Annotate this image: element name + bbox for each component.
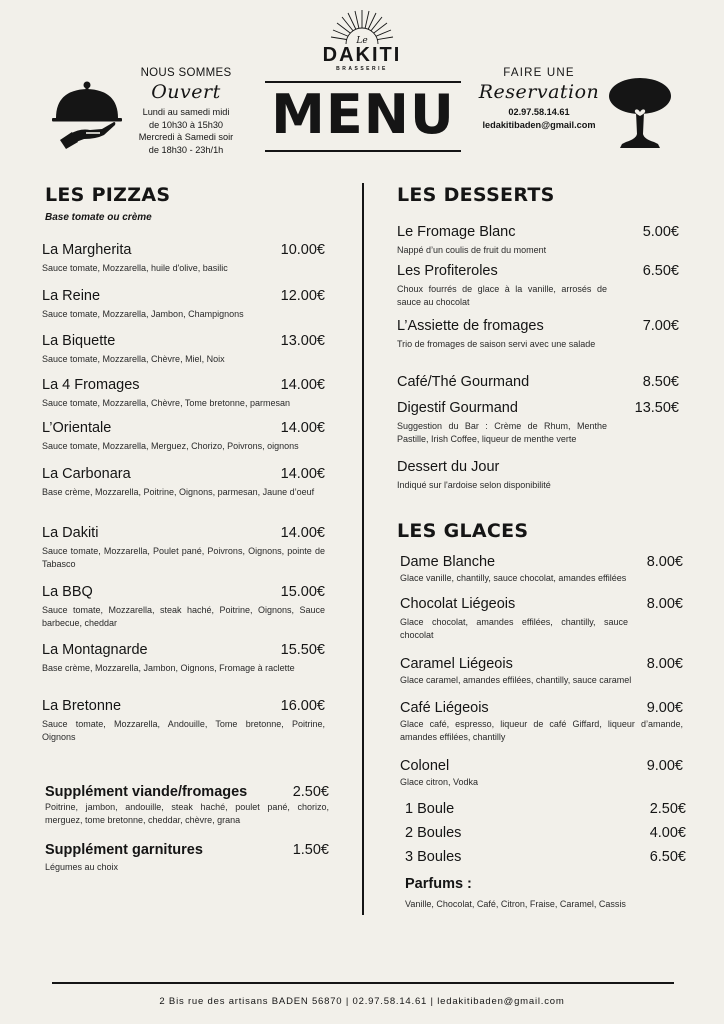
item-name: Café Liégeois (400, 700, 489, 716)
item-description: Nappé d’un coulis de fruit du moment (397, 245, 547, 255)
item-description: Légumes au choix (45, 862, 119, 872)
scoop-price-row (405, 825, 686, 841)
item-name: La Bretonne (42, 698, 122, 714)
item-name: Café/Thé Gourmand (397, 374, 530, 390)
item-description: Glace vanille, chantilly, sauce chocolat, amandes effilées (400, 573, 627, 583)
brand-name: DAKITI (322, 44, 402, 66)
hours-caption: NOUS SOMMES (140, 67, 232, 79)
item-price: 2.50€ (649, 801, 686, 817)
item-description: Sauce tomate, Mozzarella, Chèvre, Tome bretonne, parmesan (42, 398, 290, 408)
item-name: Dame Blanche (400, 554, 496, 570)
reservation-info (470, 67, 608, 131)
menu-item (400, 596, 683, 642)
tree-heart-icon (608, 76, 672, 152)
menu-item (42, 466, 325, 499)
item-name: Le Fromage Blanc (397, 224, 516, 240)
item-name: La Dakiti (42, 525, 99, 541)
item-description: Glace caramel, amandes effilées, chantilly, sauce caramel (400, 675, 632, 685)
item-name: Digestif Gourmand (397, 400, 518, 416)
scoop-price-row (405, 849, 686, 865)
column-divider (362, 183, 364, 915)
reservation-email[interactable]: ledakitibaden@gmail.com (482, 119, 596, 130)
footer-rule (52, 982, 674, 984)
item-description: Poitrine, jambon, andouille, steak haché, poulet pané, chorizo, merguez, tome bretonne, cheddar, chèvre, grana (45, 802, 329, 825)
item-price: 13.50€ (634, 400, 679, 416)
section-title: LES PIZZAS (45, 184, 171, 206)
footer-contact: 2 Bis rue des artisans BADEN 56870 | 02.97.58.14.61 | ledakitibaden@gmail.com (159, 996, 565, 1007)
item-description: Base crème, Mozzarella, Poitrine, Oignons, parmesan, Jaune d’oeuf (42, 487, 315, 497)
item-description: Suggestion du Bar : Crème de Rhum, Menthe Pastille, Irish Coffee, liqueur de menthe verte (397, 421, 607, 444)
item-description: Trio de fromages de saison servi avec une salade (397, 339, 596, 349)
item-name: Colonel (400, 758, 450, 774)
item-name: Chocolat Liégeois (400, 596, 516, 612)
scoop-price-row (405, 801, 686, 817)
item-name: Supplément garnitures (45, 842, 203, 858)
reservation-caption: FAIRE UNE (503, 67, 575, 79)
hours-script: Ouvert (151, 81, 221, 103)
item-price: 6.50€ (642, 263, 679, 279)
item-name: Les Profiteroles (397, 263, 498, 279)
item-name: La BBQ (42, 584, 93, 600)
item-name: 1 Boule (405, 801, 455, 817)
svg-text:Le: Le (356, 36, 368, 46)
menu-item (42, 642, 325, 675)
menu-item (397, 224, 679, 257)
menu-item (400, 758, 683, 789)
pizzas-section-header (45, 184, 170, 223)
menu-item (397, 374, 679, 390)
menu-item (42, 288, 325, 321)
menu-item (42, 333, 325, 366)
glaces-section-header (397, 520, 528, 542)
hours-line: de 10h30 à 15h30 (148, 119, 224, 130)
page-title: MENU (271, 83, 455, 146)
item-price: 14.00€ (280, 466, 325, 482)
item-description: Sauce tomate, Mozzarella, Chèvre, Miel, Noix (42, 354, 225, 364)
item-price: 5.00€ (642, 224, 679, 240)
item-name: Supplément viande/fromages (45, 784, 248, 800)
menu-item (397, 263, 679, 309)
item-price: 14.00€ (280, 377, 325, 393)
supplement-item (45, 842, 329, 874)
flavours (405, 876, 686, 911)
item-name: La Carbonara (42, 466, 131, 482)
reservation-script: Reservation (478, 81, 600, 103)
item-description: Choux fourrés de glace à la vanille, arrosés de sauce au chocolat (397, 284, 607, 307)
item-description: Sauce tomate, Mozzarella, steak haché, Poitrine, Oignons, Sauce barbecue, cheddar (42, 605, 325, 628)
item-price: 4.00€ (649, 825, 686, 841)
item-description: Sauce tomate, Mozzarella, Poulet pané, Poivrons, Oignons, pointe de Tabasco (42, 546, 325, 569)
item-price: 14.00€ (280, 525, 325, 541)
item-price: 12.00€ (280, 288, 325, 304)
hours-line: de 18h30 - 23h/1h (148, 144, 224, 155)
item-price: 7.00€ (642, 318, 679, 334)
cloche-serving-icon (50, 76, 124, 150)
menu-item (42, 525, 325, 571)
item-description: Base crème, Mozzarella, Jambon, Oignons, Fromage à raclette (42, 663, 295, 673)
menu-item (42, 584, 325, 630)
item-description: Sauce tomate, Mozzarella, huile d'olive, basilic (42, 263, 228, 273)
item-price: 2.50€ (292, 784, 329, 800)
item-price: 9.00€ (646, 758, 683, 774)
menu-item (397, 318, 679, 351)
hours-line: Mercredi à Samedi soir (138, 132, 234, 142)
menu-item (42, 377, 325, 410)
item-price: 10.00€ (280, 242, 325, 258)
menu-item (42, 420, 342, 453)
reservation-phone[interactable]: 02.97.58.14.61 (508, 107, 570, 117)
item-name: La Montagnarde (42, 642, 148, 658)
item-name: La 4 Fromages (42, 377, 140, 393)
hours-line: Lundi au samedi midi (142, 107, 230, 117)
item-description: Indiqué sur l'ardoise selon disponibilité (397, 480, 551, 490)
item-name: 2 Boules (405, 825, 462, 841)
item-price: 9.00€ (646, 700, 683, 716)
item-description: Sauce tomate, Mozzarella, Jambon, Champignons (42, 309, 244, 319)
menu-item (42, 698, 325, 744)
opening-hours (128, 67, 244, 156)
item-name: La Biquette (42, 333, 116, 349)
item-name: La Reine (42, 288, 101, 304)
item-description: Glace citron, Vodka (400, 777, 479, 787)
flavours-label: Parfums : (405, 876, 472, 892)
item-price: 8.50€ (642, 374, 679, 390)
item-price: 6.50€ (649, 849, 686, 865)
section-title: LES GLACES (397, 520, 529, 542)
item-description: Sauce tomate, Mozzarella, Merguez, Chorizo, Poivrons, oignons (42, 441, 299, 451)
title-rule-bottom (265, 150, 461, 152)
item-name: Caramel Liégeois (400, 656, 513, 672)
section-title: LES DESSERTS (397, 184, 555, 206)
item-price: 14.00€ (280, 420, 325, 436)
item-name: Dessert du Jour (397, 459, 500, 475)
menu-item (400, 656, 683, 687)
item-name: L’Assiette de fromages (397, 318, 544, 334)
item-price: 8.00€ (646, 656, 683, 672)
item-price: 1.50€ (292, 842, 329, 858)
item-price: 8.00€ (646, 554, 683, 570)
item-name: 3 Boules (405, 849, 462, 865)
item-name: La Margherita (42, 242, 132, 258)
desserts-section-header (397, 184, 555, 206)
section-subtitle: Base tomate ou crème (45, 212, 152, 223)
brand-subtitle: BRASSERIE (336, 66, 388, 72)
menu-item (397, 459, 679, 492)
item-price: 15.00€ (280, 584, 325, 600)
supplement-item (45, 784, 329, 827)
item-price: 15.50€ (280, 642, 325, 658)
item-name: L’Orientale (42, 420, 112, 436)
item-description: Glace chocolat, amandes effilées, chantilly, sauce chocolat (400, 617, 628, 640)
item-price: 8.00€ (646, 596, 683, 612)
item-price: 13.00€ (280, 333, 325, 349)
item-price: 16.00€ (280, 698, 325, 714)
menu-item (400, 700, 683, 744)
menu-item (42, 242, 325, 275)
menu-item (400, 554, 683, 585)
item-description: Sauce tomate, Mozzarella, Andouille, Tome bretonne, Poitrine, Oignons (42, 719, 325, 742)
item-description: Glace café, espresso, liqueur de café Giffard, liqueur d’amande, amandes effilées, chantilly (400, 719, 683, 742)
menu-item (397, 400, 679, 446)
flavours-list: Vanille, Chocolat, Café, Citron, Fraise, Caramel, Cassis (405, 899, 626, 909)
